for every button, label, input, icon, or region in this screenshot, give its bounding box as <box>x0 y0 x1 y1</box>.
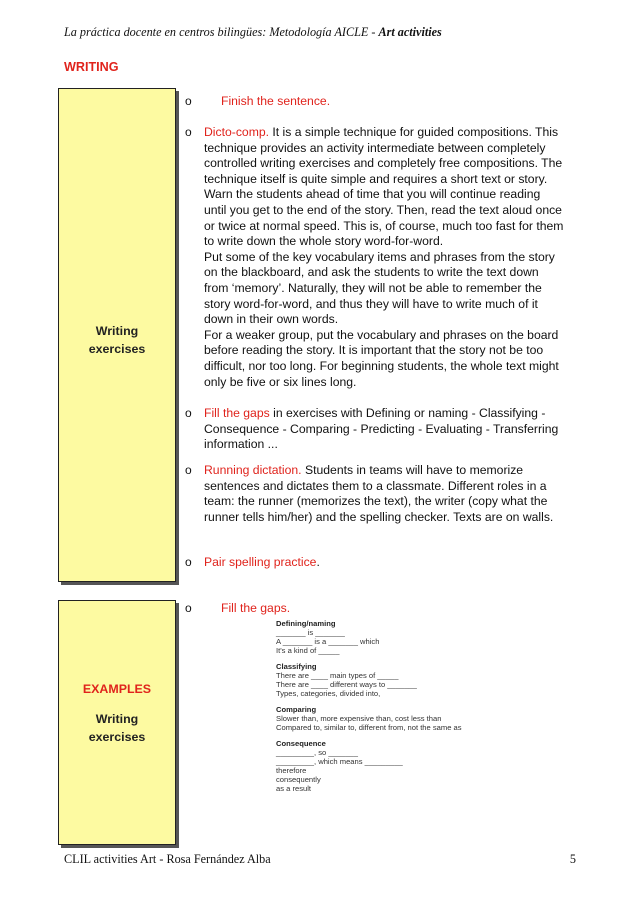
item-text <box>204 125 565 390</box>
bullet: o <box>185 463 192 477</box>
example-group-consequence <box>276 739 536 793</box>
item-running-dictation <box>185 463 565 525</box>
box1-line2: exercises <box>88 342 146 356</box>
bullet: o <box>185 406 192 420</box>
examples-box <box>58 600 176 845</box>
example-group-classifying <box>276 662 536 698</box>
item-text <box>221 601 565 617</box>
example-line: therefore <box>276 766 307 775</box>
item-fill-gaps-example <box>185 601 565 617</box>
example-heading: Consequence <box>276 739 326 748</box>
item-red: Fill the gaps. <box>221 601 291 615</box>
page-header <box>64 25 442 40</box>
box1-label <box>59 322 175 358</box>
example-line: consequently <box>276 775 321 784</box>
item-fill-gaps <box>185 406 565 453</box>
examples-worksheet-image <box>276 619 536 834</box>
item-text <box>204 555 565 571</box>
item-text <box>221 94 565 110</box>
bullet: o <box>185 94 192 108</box>
item-red: Fill the gaps <box>204 406 270 420</box>
item-p3: Put some of the key vocabulary items and phrases from the story on the blackboard, and ask the students to write the text down from ‘memory’. Naturally, they will not be able to remember the story word-for-word, and thus they will have to write much of it down in their own words. <box>204 249 555 327</box>
section-title: WRITING <box>64 60 119 74</box>
item-dicto-comp <box>185 125 565 390</box>
example-group-comparing <box>276 705 536 732</box>
example-line: Types, categories, divided into, <box>276 689 381 698</box>
example-line: A _______ is a _______ which <box>276 637 380 646</box>
item-text <box>204 463 565 525</box>
box2-line1: Writing <box>95 712 139 726</box>
bullet: o <box>185 601 192 615</box>
example-line: Slower than, more expensive than, cost less than <box>276 714 442 723</box>
item-text <box>204 406 565 453</box>
example-heading: Comparing <box>276 705 317 714</box>
example-line: _________, so _______ <box>276 748 358 757</box>
item-body: in exercises with Defining or naming - Classifying - Consequence - Comparing - Predicting - Evaluating - Transferring information ... <box>204 406 559 452</box>
box2-line2: exercises <box>88 730 146 744</box>
example-line: _________, which means _________ <box>276 757 403 766</box>
page-number: 5 <box>569 852 576 866</box>
bullet: o <box>185 555 192 569</box>
writing-exercises-box <box>58 88 176 582</box>
item-p2: Warn the students ahead of time that you will continue reading until you get to the end of the story. Then, read the text aloud once or twice at normal speed. This is, of course, much too fast for them to write down the whole story word-for-word. <box>204 187 564 249</box>
example-heading: Classifying <box>276 662 317 671</box>
example-heading: Defining/naming <box>276 619 336 628</box>
item-red: Running dictation. <box>204 463 302 477</box>
box2-title: EXAMPLES <box>82 682 152 696</box>
item-red: Finish the sentence. <box>221 94 331 108</box>
box1-line1: Writing <box>95 324 139 338</box>
example-line: _______ is _______ <box>276 628 345 637</box>
item-p4: For a weaker group, put the vocabulary and phrases on the board before reading the story. It is important that the story not be too difficult, nor too long. For beginning students, the whole text might only be five or six lines long. <box>204 327 559 389</box>
header-bold: Art activities <box>378 25 442 39</box>
example-line: There are ____ different ways to _______ <box>276 680 417 689</box>
example-group-defining <box>276 619 536 655</box>
item-red: Pair spelling practice <box>204 555 317 569</box>
page-footer: CLIL activities Art - Rosa Fernández Alba <box>64 852 271 866</box>
item-body: . <box>316 555 320 569</box>
item-red: Dicto-comp. <box>204 125 270 139</box>
item-body: Students in teams will have to memorize sentences and dictates them to a classmate. Different roles in a team: the runner (memorizes the text), the writer (copy what the runner tells him/her) and the spelling checker. Texts are on walls. <box>204 463 554 524</box>
item-body: It is a simple technique for guided compositions. This technique provides an activity intermediate between completely controlled writing exercises and completely free compositions. The technique itself is quite simple and requires a short text or story. <box>204 125 563 186</box>
item-pair-spelling <box>185 555 565 571</box>
box2-label <box>59 680 175 746</box>
example-line: as a result <box>276 784 312 793</box>
item-finish-sentence <box>185 94 565 110</box>
example-line: There are ____ main types of _____ <box>276 671 399 680</box>
bullet: o <box>185 125 192 139</box>
example-line: Compared to, similar to, different from, not the same as <box>276 723 462 732</box>
example-line: It's a kind of _____ <box>276 646 340 655</box>
header-text: La práctica docente en centros bilingües: Metodología AICLE - <box>64 25 379 39</box>
